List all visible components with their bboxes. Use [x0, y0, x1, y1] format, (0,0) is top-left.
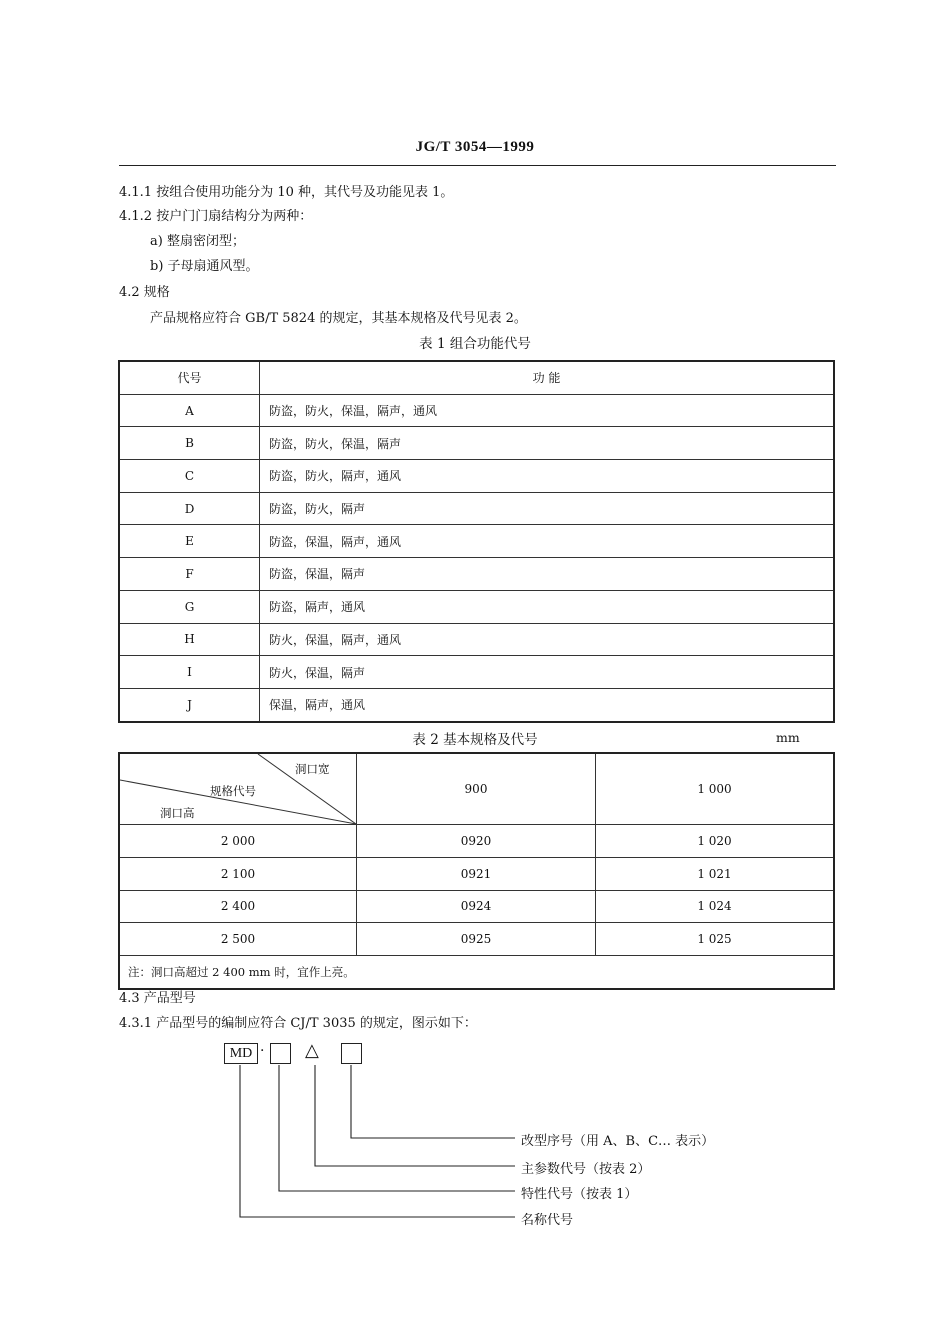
corner-width-label: 洞口宽: [295, 762, 330, 776]
corner-code-label: 规格代号: [210, 784, 256, 798]
function-cell: 防盗，保温，隔声，通风: [260, 525, 835, 558]
clause-4-2-body: 产品规格应符合 GB/T 5824 的规定，其基本规格及代号见表 2。: [150, 311, 527, 326]
label-name-code: 名称代号: [521, 1213, 574, 1228]
height-cell: 2 500: [119, 923, 357, 956]
height-cell: 2 000: [119, 825, 357, 858]
code-cell: D: [119, 492, 260, 525]
clause-4-1-2: 4.1.2 按户门门扇结构分为两种：: [119, 209, 313, 224]
code-cell: A: [119, 394, 260, 427]
col-header-900: 900: [357, 753, 596, 825]
label-feature-code: 特性代号（按表 1）: [521, 1187, 638, 1202]
function-cell: 防盗，防火，保温，隔声，通风: [260, 394, 835, 427]
function-cell: 保温，隔声，通风: [260, 688, 835, 721]
code-cell: C: [119, 460, 260, 493]
function-cell: 防火，保温，隔声，通风: [260, 623, 835, 656]
clause-4-1-2-b: b) 子母扇通风型。: [150, 259, 259, 274]
table2-note: 注：洞口高超过 2 400 mm 时，宜作上亮。: [119, 956, 834, 989]
header-code: 代号: [119, 361, 260, 394]
code-cell: 1 020: [596, 825, 835, 858]
clause-4-2-title: 4.2 规格: [119, 285, 170, 300]
code-cell: B: [119, 427, 260, 460]
code-cell: 0925: [357, 923, 596, 956]
code-cell: I: [119, 656, 260, 689]
code-cell: G: [119, 590, 260, 623]
corner-height-label: 洞口高: [160, 806, 195, 820]
height-cell: 2 100: [119, 857, 357, 890]
function-cell: 防盗，隔声，通风: [260, 590, 835, 623]
table1-caption: 表 1 组合功能代号: [419, 336, 531, 352]
code-cell: 0921: [357, 857, 596, 890]
function-cell: 防火，保温，隔声: [260, 656, 835, 689]
standard-header: JG/T 3054—1999: [415, 139, 535, 155]
table2-unit: mm: [776, 730, 800, 745]
function-cell: 防盗，防火，隔声，通风: [260, 460, 835, 493]
clause-4-3-title: 4.3 产品型号: [119, 991, 196, 1006]
table2-caption: 表 2 基本规格及代号: [412, 732, 538, 748]
code-cell: E: [119, 525, 260, 558]
code-cell: J: [119, 688, 260, 721]
code-cell: 0920: [357, 825, 596, 858]
clause-4-3-1: 4.3.1 产品型号的编制应符合 CJ/T 3035 的规定，图示如下：: [119, 1016, 477, 1031]
separator-dot: ·: [260, 1043, 265, 1059]
code-cell: 1 024: [596, 890, 835, 923]
code-cell: 0924: [357, 890, 596, 923]
code-cell: F: [119, 558, 260, 591]
header-function: 功 能: [260, 361, 835, 394]
label-revision-code: 改型序号（用 A、B、C… 表示）: [521, 1134, 715, 1149]
height-cell: 2 400: [119, 890, 357, 923]
code-cell: H: [119, 623, 260, 656]
name-code-box: MD: [224, 1043, 258, 1064]
function-cell: 防盗，防火，保温，隔声: [260, 427, 835, 460]
function-cell: 防盗，保温，隔声: [260, 558, 835, 591]
clause-4-1-2-a: a) 整扇密闭型；: [150, 234, 245, 249]
function-cell: 防盗，防火，隔声: [260, 492, 835, 525]
clause-4-1-1: 4.1.1 按组合使用功能分为 10 种，其代号及功能见表 1。: [119, 185, 454, 200]
triangle-icon: △: [305, 1040, 319, 1061]
code-cell: 1 025: [596, 923, 835, 956]
label-main-param-code: 主参数代号（按表 2）: [521, 1162, 651, 1177]
col-header-1000: 1 000: [596, 753, 835, 825]
code-cell: 1 021: [596, 857, 835, 890]
